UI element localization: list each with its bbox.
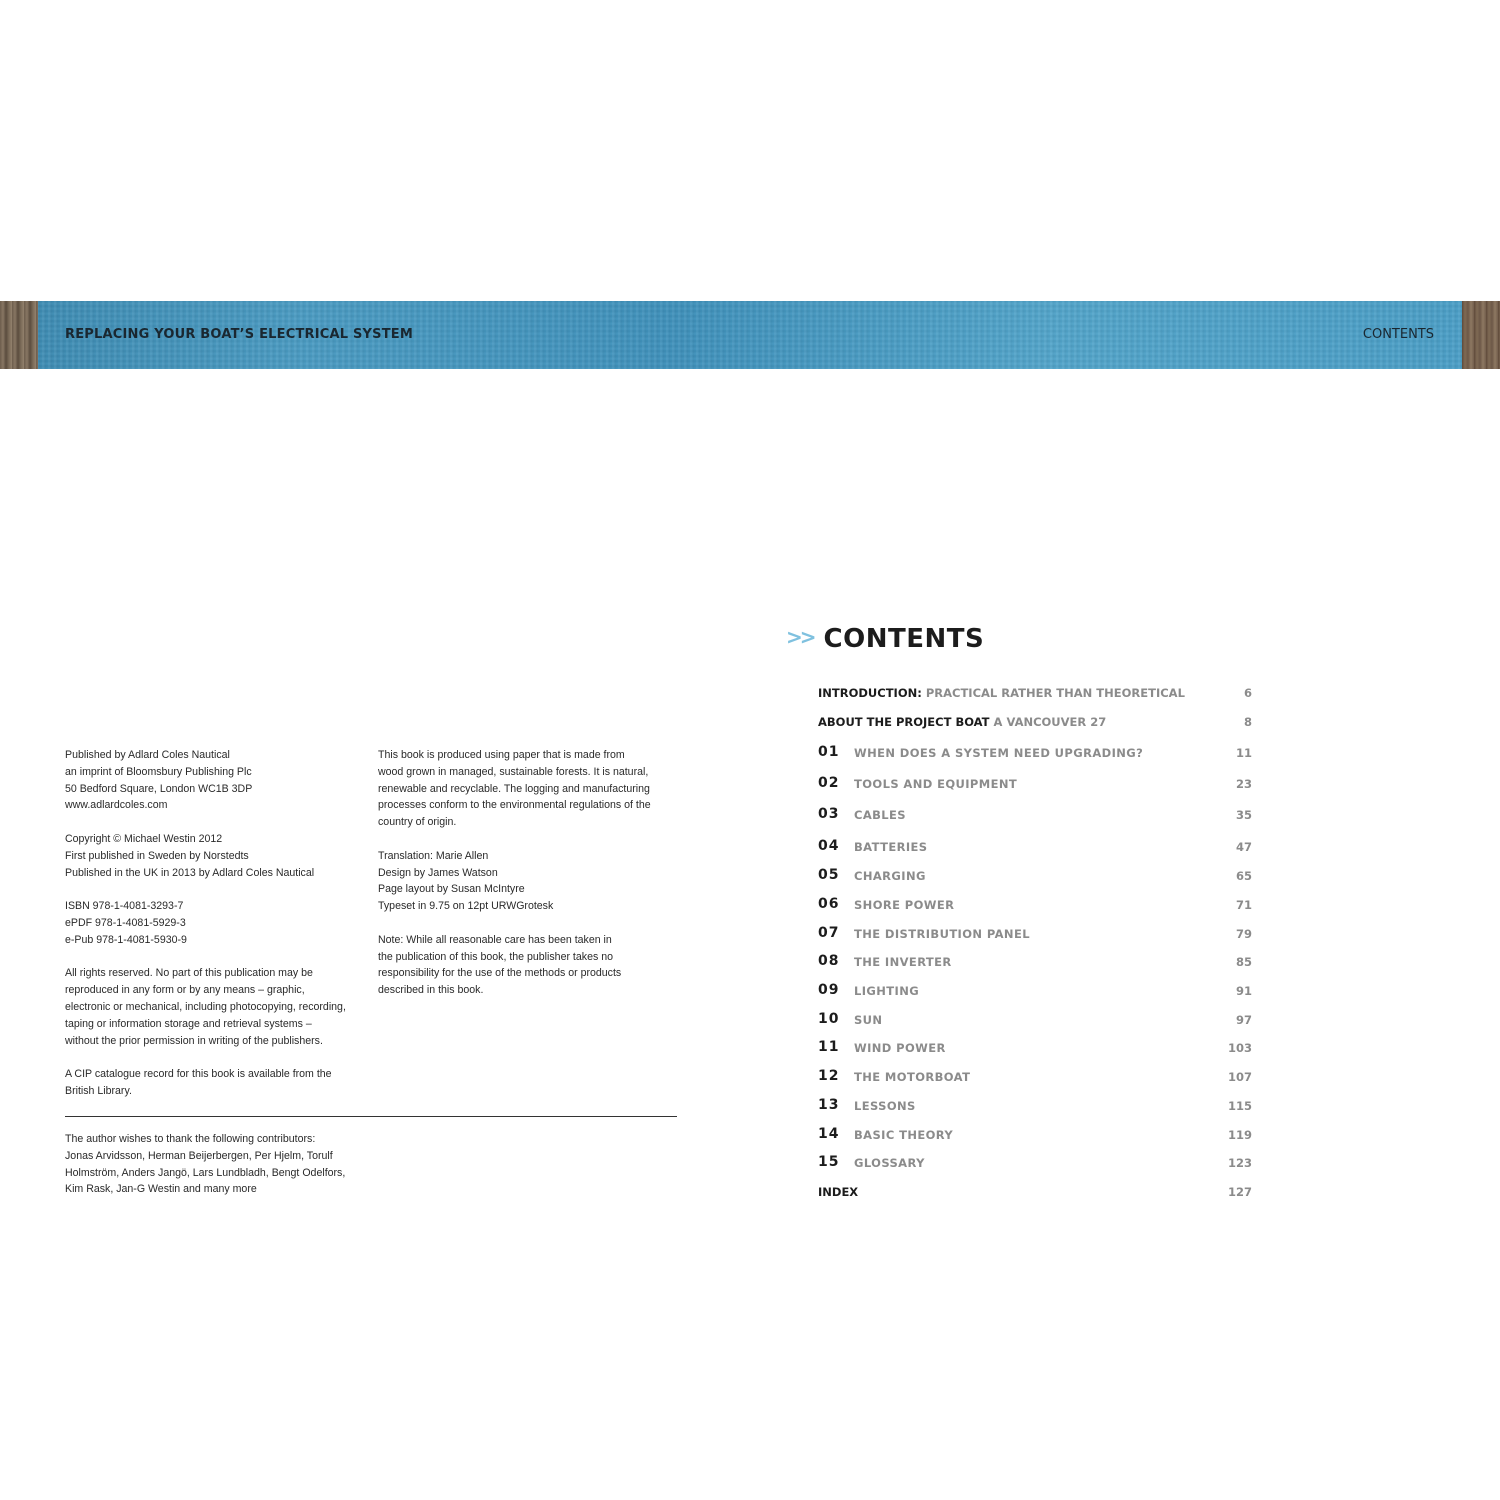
rights-line: taping or information storage and retrieval systems – [65, 1017, 312, 1030]
toc-entry-chapter-01[interactable] [818, 742, 1252, 762]
thanks-line: Kim Rask, Jan-G Westin and many more [65, 1183, 257, 1196]
chapter-number: 01 [818, 744, 840, 760]
toc-entry-lead [818, 715, 1106, 729]
toc-entry-chapter-11[interactable] [818, 1037, 1252, 1057]
note-line: described in this book. [378, 984, 484, 997]
chapter-number: 02 [818, 775, 840, 791]
rights-line: All rights reserved. No part of this publication may be [65, 967, 313, 980]
toc-entry-chapter-02[interactable] [818, 773, 1252, 793]
toc-page-number: 71 [1235, 898, 1252, 912]
thanks-line: The author wishes to thank the following contributors: [65, 1133, 316, 1145]
running-head-section: CONTENTS [1362, 327, 1434, 342]
chapter-number: 09 [818, 982, 840, 998]
wood-texture-left [0, 301, 38, 369]
rights-line: without the prior permission in writing of the publishers. [65, 1034, 323, 1047]
rights-line: reproduced in any form or by any means – graphic, [65, 984, 305, 997]
copyright-block [65, 831, 365, 881]
contents-title: CONTENTS [823, 624, 985, 654]
chapter-number: 15 [818, 1154, 840, 1170]
imprint-column-right [378, 747, 678, 1016]
toc-entry-chapter-14[interactable] [818, 1124, 1252, 1144]
toc-entry-lead [818, 686, 1185, 700]
chapter-number: 11 [818, 1039, 840, 1055]
chapter-title: WIND POWER [854, 1041, 946, 1055]
toc-entry-introduction[interactable] [818, 682, 1252, 702]
cip-line: British Library. [65, 1084, 132, 1097]
toc-entry-chapter-08[interactable] [818, 951, 1252, 971]
paper-line: renewable and recyclable. The logging and manufacturing [378, 782, 650, 795]
chapter-number: 08 [818, 953, 840, 969]
chapter-title: GLOSSARY [854, 1156, 925, 1170]
credit-design: Design by James Watson [378, 866, 498, 879]
toc-subtitle: A VANCOUVER 27 [993, 715, 1107, 729]
thanks-line: Jonas Arvidsson, Herman Beijerbergen, Per Hjelm, Torulf [65, 1149, 333, 1162]
toc-entry-chapter-04[interactable] [818, 836, 1252, 856]
toc-entry-chapter-13[interactable] [818, 1095, 1252, 1115]
rights-line: electronic or mechanical, including photocopying, recording, [65, 1000, 346, 1013]
toc-entry-chapter-10[interactable] [818, 1009, 1252, 1029]
chapter-number: 05 [818, 867, 840, 883]
chapter-title: THE DISTRIBUTION PANEL [854, 927, 1030, 941]
toc-page-number: 127 [1227, 1185, 1252, 1199]
credit-typeset: Typeset in 9.75 on 12pt URWGrotesk [378, 900, 554, 913]
rights-block [65, 965, 365, 1049]
toc-entry-chapter-06[interactable] [818, 894, 1252, 914]
isbn-epdf: ePDF 978-1-4081-5929-3 [65, 916, 186, 929]
chapter-number: 07 [818, 925, 840, 941]
paper-line: country of origin. [378, 816, 457, 829]
imprint-column-left [65, 747, 365, 1117]
acknowledgements [65, 1131, 365, 1198]
publisher-line: Published by Adlard Coles Nautical [65, 749, 230, 761]
toc-page-number: 119 [1227, 1128, 1252, 1142]
chapter-title: THE INVERTER [854, 955, 952, 969]
chapter-title: BASIC THEORY [854, 1128, 954, 1142]
publisher-line: an imprint of Bloomsbury Publishing Plc [65, 765, 252, 778]
toc-page-number: 103 [1227, 1041, 1252, 1055]
toc-page-number: 97 [1235, 1013, 1252, 1027]
running-head-book-title: REPLACING YOUR BOAT’S ELECTRICAL SYSTEM [65, 327, 414, 342]
paper-line: This book is produced using paper that is made from [378, 749, 625, 761]
isbn-block [65, 898, 365, 948]
note-block [378, 932, 678, 999]
toc-page-number: 91 [1235, 984, 1252, 998]
note-line: responsibility for the use of the methods or products [378, 967, 622, 980]
imprint-divider [65, 1116, 677, 1117]
chapter-number: 03 [818, 806, 840, 822]
chapter-title: THE MOTORBOAT [854, 1070, 971, 1084]
toc-entry-about-project-boat[interactable] [818, 711, 1252, 731]
toc-page-number: 79 [1235, 927, 1252, 941]
credit-translation: Translation: Marie Allen [378, 849, 489, 862]
toc-page-number: 23 [1235, 777, 1252, 791]
copyright-line: Published in the UK in 2013 by Adlard Coles Nautical [65, 866, 315, 879]
thanks-line: Holmström, Anders Jangö, Lars Lundbladh, Bengt Odelfors, [65, 1166, 346, 1179]
publisher-block [65, 747, 365, 814]
toc-entry-index[interactable] [818, 1181, 1252, 1201]
paper-line: processes conform to the environmental regulations of the [378, 799, 651, 812]
wood-texture-right [1462, 301, 1500, 369]
toc-page-number: 35 [1235, 808, 1252, 822]
toc-lead-text: INTRODUCTION: [818, 686, 922, 700]
chapter-number: 04 [818, 838, 840, 854]
header-band [0, 301, 1500, 369]
toc-page-number: 85 [1235, 955, 1252, 969]
chapter-number: 14 [818, 1126, 840, 1142]
cip-block [65, 1066, 365, 1100]
toc-subtitle: PRACTICAL RATHER THAN THEORETICAL [925, 686, 1185, 700]
chapter-title: SHORE POWER [854, 898, 955, 912]
publisher-address: 50 Bedford Square, London WC1B 3DP [65, 782, 253, 795]
toc-entry-chapter-15[interactable] [818, 1152, 1252, 1172]
toc-page-number: 11 [1235, 746, 1252, 760]
paper-line: wood grown in managed, sustainable forests. It is natural, [378, 765, 649, 778]
toc-page-number: 65 [1235, 869, 1252, 883]
chapter-title: LIGHTING [854, 984, 920, 998]
toc-entry-chapter-05[interactable] [818, 865, 1252, 885]
double-chevron-icon: >> [786, 625, 814, 649]
toc-page-number: 8 [1243, 715, 1252, 729]
chapter-title: SUN [854, 1013, 883, 1027]
toc-page-number: 6 [1243, 686, 1252, 700]
toc-entry-chapter-12[interactable] [818, 1066, 1252, 1086]
toc-entry-chapter-07[interactable] [818, 923, 1252, 943]
toc-page-number: 123 [1227, 1156, 1252, 1170]
publisher-website: www.adlardcoles.com [65, 799, 168, 812]
chapter-title: BATTERIES [854, 840, 928, 854]
isbn-epub: e-Pub 978-1-4081-5930-9 [65, 933, 187, 946]
chapter-title: CABLES [854, 808, 906, 822]
credits-block [378, 848, 678, 915]
copyright-line: First published in Sweden by Norstedts [65, 849, 249, 862]
chapter-number: 13 [818, 1097, 840, 1113]
cip-line: A CIP catalogue record for this book is available from the [65, 1068, 332, 1081]
isbn-print: ISBN 978-1-4081-3293-7 [65, 900, 184, 913]
toc-entry-chapter-03[interactable] [818, 804, 1252, 824]
toc-page-number: 47 [1235, 840, 1252, 854]
paper-block [378, 747, 678, 831]
toc-page-number: 107 [1227, 1070, 1252, 1084]
note-line: Note: While all reasonable care has been taken in [378, 933, 612, 946]
toc-page-number: 115 [1227, 1099, 1252, 1113]
toc-lead-text: ABOUT THE PROJECT BOAT [818, 715, 990, 729]
note-line: the publication of this book, the publisher takes no [378, 950, 613, 963]
chapter-number: 12 [818, 1068, 840, 1084]
toc-entry-chapter-09[interactable] [818, 980, 1252, 1000]
chapter-title: CHARGING [854, 869, 926, 883]
chapter-title: WHEN DOES A SYSTEM NEED UPGRADING? [854, 746, 1144, 760]
toc-lead-text: INDEX [818, 1185, 859, 1199]
credit-layout: Page layout by Susan McIntyre [378, 883, 525, 896]
contents-heading [786, 624, 984, 654]
chapter-number: 06 [818, 896, 840, 912]
chapter-number: 10 [818, 1011, 840, 1027]
chapter-title: LESSONS [854, 1099, 916, 1113]
copyright-line: Copyright © Michael Westin 2012 [65, 832, 223, 845]
chapter-title: TOOLS AND EQUIPMENT [854, 777, 1018, 791]
